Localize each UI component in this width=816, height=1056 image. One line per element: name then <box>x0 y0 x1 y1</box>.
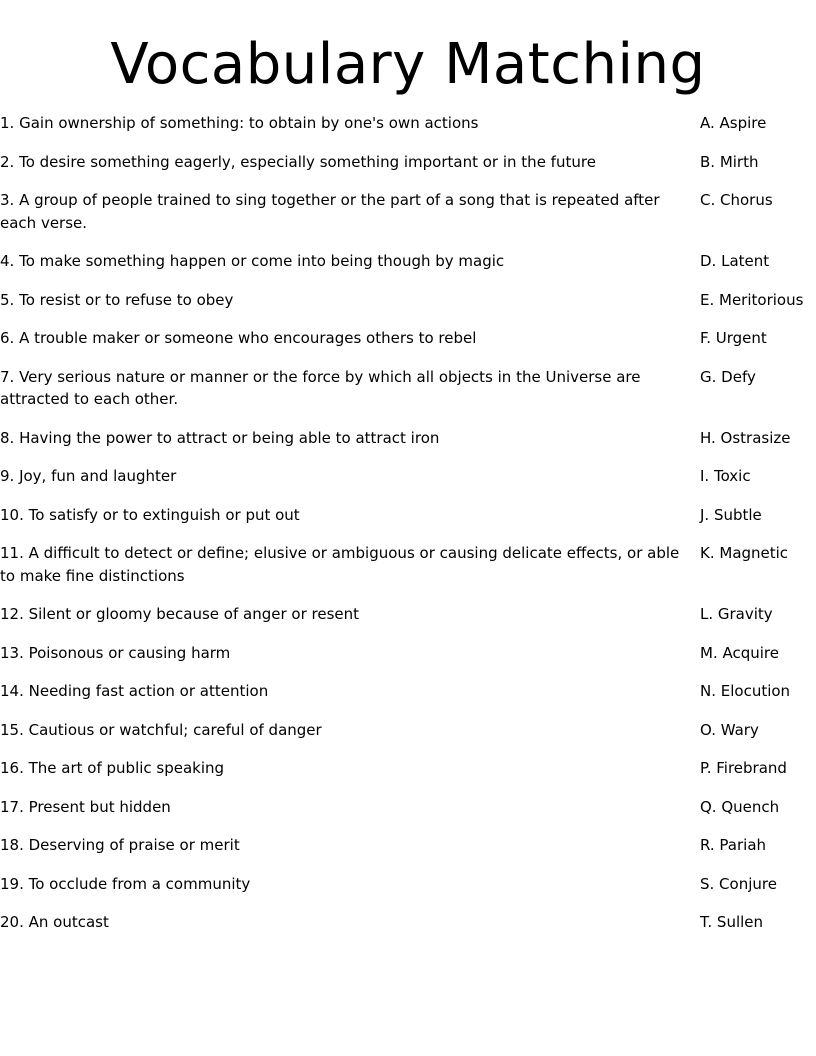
definition-text: 6. A trouble maker or someone who encourages others to rebel <box>0 329 477 347</box>
list-item <box>0 500 816 539</box>
definition-text: 12. Silent or gloomy because of anger or resent <box>0 605 360 623</box>
answer-option: S. Conjure <box>700 874 777 893</box>
answer-option: E. Meritorious <box>700 290 804 309</box>
list-item <box>0 869 816 908</box>
definition-text: 1. Gain ownership of something: to obtain by one's own actions <box>0 114 479 132</box>
list-item <box>0 599 816 638</box>
definition-text: 2. To desire something eagerly, especially something important or in the future <box>0 152 596 171</box>
definition-text: 14. Needing fast action or attention <box>0 682 269 700</box>
list-item <box>0 246 816 285</box>
answer-option: M. Acquire <box>700 643 779 662</box>
definition-text: 3. A group of people trained to sing together or the part of a song that is repeated after each verse. <box>0 191 660 232</box>
definition-text: 10. To satisfy or to extinguish or put out <box>0 505 300 524</box>
answer-option: T. Sullen <box>700 913 764 931</box>
definition-text: 8. Having the power to attract or being able to attract iron <box>0 428 440 447</box>
definition-text: 7. Very serious nature or manner or the force by which all objects in the Universe are attracted to each other. <box>0 367 641 408</box>
list-item <box>0 147 816 186</box>
list-item <box>0 538 816 599</box>
list-item <box>0 185 816 246</box>
page-title: Vocabulary Matching <box>110 32 706 97</box>
list-item <box>0 423 816 462</box>
definition-text: 9. Joy, fun and laughter <box>0 467 177 485</box>
list-item <box>0 792 816 831</box>
list-item <box>0 830 816 869</box>
list-item <box>0 362 816 423</box>
answer-option: N. Elocution <box>700 682 791 700</box>
list-item <box>0 753 816 792</box>
answer-option: L. Gravity <box>700 605 773 623</box>
definition-text: 19. To occlude from a community <box>0 874 251 893</box>
definition-text: 13. Poisonous or causing harm <box>0 643 231 662</box>
answer-option: B. Mirth <box>700 152 759 171</box>
answer-option: Q. Quench <box>700 797 780 816</box>
definition-text: 15. Cautious or watchful; careful of danger <box>0 720 322 739</box>
list-item <box>0 715 816 754</box>
answer-option: A. Aspire <box>700 114 767 132</box>
list-item <box>0 638 816 677</box>
answer-option: D. Latent <box>700 252 770 270</box>
answer-option: K. Magnetic <box>700 544 789 562</box>
list-item <box>0 285 816 324</box>
definition-text: 11. A difficult to detect or define; elusive or ambiguous or causing delicate effects, or able to make fine distinctions <box>0 544 680 585</box>
definition-text: 16. The art of public speaking <box>0 759 225 777</box>
answer-option: F. Urgent <box>700 329 767 347</box>
definition-text: 17. Present but hidden <box>0 797 171 816</box>
list-item <box>0 461 816 500</box>
list-item <box>0 907 816 946</box>
answer-option: O. Wary <box>700 720 759 739</box>
definition-text: 20. An outcast <box>0 913 109 931</box>
answer-option: I. Toxic <box>700 467 751 485</box>
definition-text: 5. To resist or to refuse to obey <box>0 290 234 309</box>
list-item <box>0 323 816 362</box>
answer-option: R. Pariah <box>700 836 767 854</box>
answer-option: P. Firebrand <box>700 759 787 777</box>
definition-text: 4. To make something happen or come into being though by magic <box>0 252 505 270</box>
definition-text: 18. Deserving of praise or merit <box>0 836 240 854</box>
list-item <box>0 676 816 715</box>
list-item <box>0 108 816 147</box>
answer-option: C. Chorus <box>700 191 773 209</box>
matching-list <box>0 108 816 946</box>
answer-option: J. Subtle <box>700 505 762 524</box>
answer-option: H. Ostrasize <box>700 428 791 447</box>
answer-option: G. Defy <box>700 367 756 386</box>
